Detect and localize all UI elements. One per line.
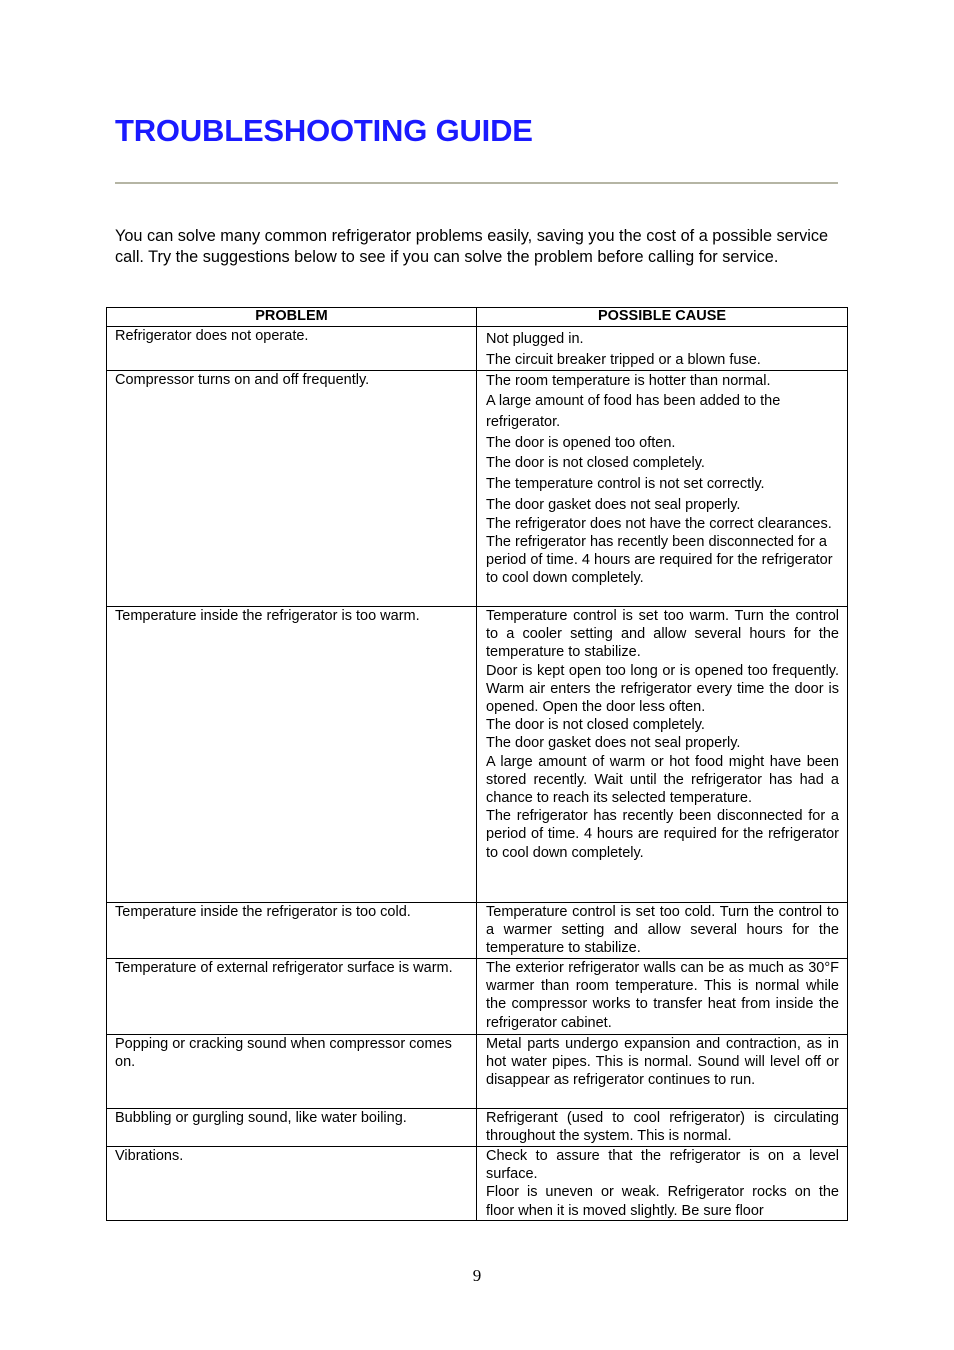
table-header-row	[107, 308, 848, 327]
cause-cell	[477, 1147, 848, 1221]
cause-line: The door gasket does not seal properly.	[486, 496, 741, 513]
page-number: 9	[472, 1266, 482, 1285]
table-row	[107, 1035, 848, 1109]
cause-line: The temperature control is not set correctly.	[486, 475, 765, 492]
troubleshooting-table	[106, 307, 848, 1221]
cause-line: Floor is uneven or weak. Refrigerator rocks on the floor when it is moved slightly. Be sure floor	[486, 1184, 839, 1219]
problem-cell: Compressor turns on and off frequently.	[107, 371, 477, 607]
cause-line: Metal parts undergo expansion and contraction, as in hot water pipes. This is normal. Sound will level off or disappear as refrigerator continues to run.	[486, 1036, 839, 1089]
cause-line: A large amount of warm or hot food might have been stored recently. Wait until the refrigerator has had a chance to reach its selected temperature.	[486, 753, 839, 807]
cause-line: The room temperature is hotter than normal.	[486, 373, 771, 389]
cause-line: The refrigerator has recently been disconnected for a period of time. 4 hours are required for the refrigerator to cool down completely.	[486, 533, 833, 587]
table-row	[107, 371, 848, 607]
problem-cell: Temperature inside the refrigerator is too warm.	[107, 607, 477, 903]
title-divider	[115, 182, 838, 184]
cause-line: Not plugged in.	[486, 331, 584, 347]
cause-line: The door is not closed completely.	[486, 455, 705, 471]
table-row	[107, 327, 848, 371]
cause-line: The exterior refrigerator walls can be as much as 30°F warmer than room temperature. This is normal while the compressor works to transfer heat from inside the refrigerator cabinet.	[486, 960, 839, 1031]
cause-line: Refrigerant (used to cool refrigerator) is circulating throughout the system. This is normal.	[486, 1110, 839, 1145]
problem-cell: Popping or cracking sound when compressor comes on.	[107, 1035, 477, 1109]
cause-line: The door is not closed completely.	[486, 717, 705, 734]
cause-cell	[477, 1109, 848, 1147]
cause-line: Temperature control is set too warm. Turn the control to a cooler setting and allow several hours for the temperature to stabilize.	[486, 608, 839, 661]
intro-paragraph: You can solve many common refrigerator problems easily, saving you the cost of a possible service call. Try the suggestions below to see if you can solve the problem before calling for service.	[115, 227, 829, 266]
header-problem: PROBLEM	[107, 308, 477, 327]
cause-line: The refrigerator does not have the correct clearances.	[486, 515, 832, 532]
cause-line: The refrigerator has recently been disconnected for a period of time. 4 hours are required for the refrigerator to cool down completely.	[486, 808, 839, 861]
cause-cell	[477, 903, 848, 959]
page-title: TROUBLESHOOTING GUIDE	[115, 113, 533, 148]
cause-line: Check to assure that the refrigerator is on a level surface.	[486, 1148, 839, 1183]
problem-cell: Vibrations.	[107, 1147, 477, 1221]
cause-cell	[477, 1035, 848, 1109]
cause-cell	[477, 959, 848, 1035]
table-row	[107, 1109, 848, 1147]
header-possible-cause: POSSIBLE CAUSE	[477, 308, 848, 327]
problem-cell: Refrigerator does not operate.	[107, 327, 477, 371]
cause-cell	[477, 607, 848, 903]
table-row	[107, 903, 848, 959]
problem-cell: Temperature inside the refrigerator is too cold.	[107, 903, 477, 959]
cause-line: The circuit breaker tripped or a blown fuse.	[486, 352, 761, 368]
problem-cell: Temperature of external refrigerator surface is warm.	[107, 959, 477, 1035]
cause-line: Door is kept open too long or is opened too frequently. Warm air enters the refrigerator every time the door is opened. Open the door less often.	[486, 662, 839, 716]
table-row	[107, 607, 848, 903]
cause-cell	[477, 327, 848, 371]
problem-cell: Bubbling or gurgling sound, like water boiling.	[107, 1109, 477, 1147]
table-row	[107, 959, 848, 1035]
cause-line: A large amount of food has been added to the refrigerator.	[486, 393, 781, 430]
cause-line: Temperature control is set too cold. Turn the control to a warmer setting and allow several hours for the temperature to stabilize.	[486, 904, 839, 957]
cause-cell	[477, 371, 848, 607]
cause-line: The door gasket does not seal properly.	[486, 735, 741, 752]
cause-line: The door is opened too often.	[486, 435, 676, 451]
table-row	[107, 1147, 848, 1221]
